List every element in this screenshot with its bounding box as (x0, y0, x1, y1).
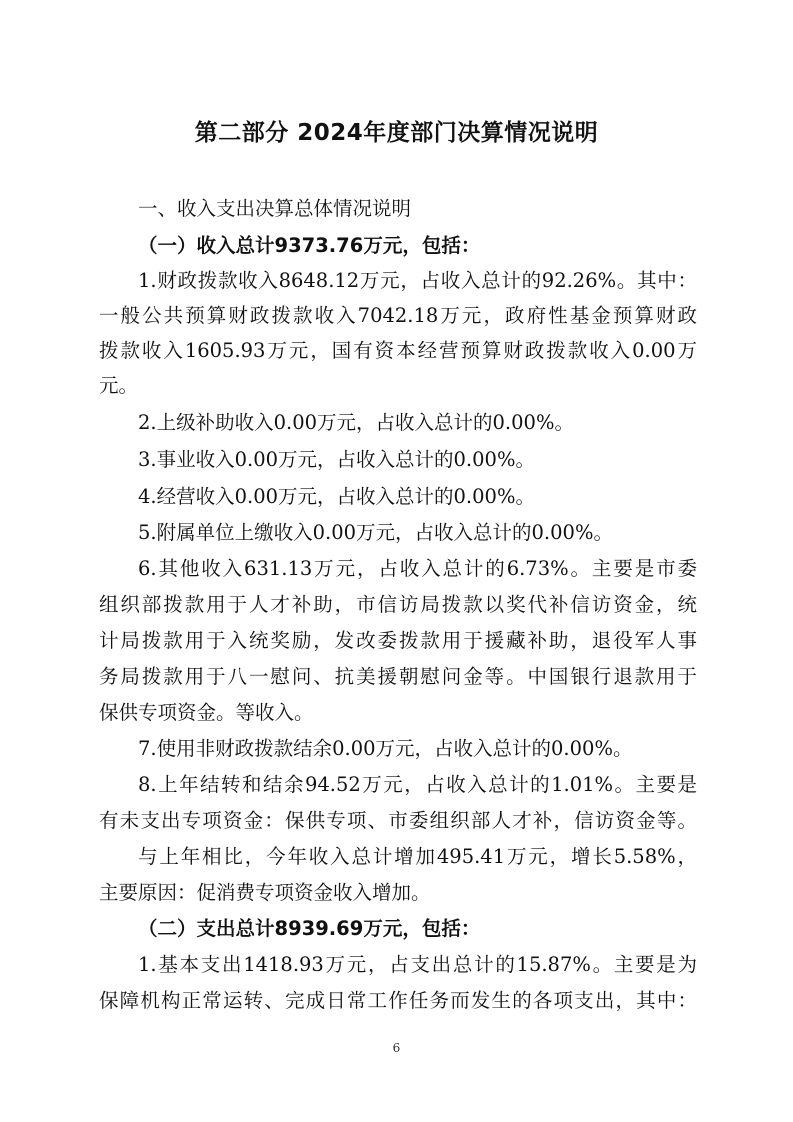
income-item-2: 2.上级补助收入0.00万元，占收入总计的0.00%。 (138, 411, 574, 434)
expenditure-item-1-line: 1.基本支出1418.93万元，占支出总计的15.87%。主要是为 (138, 953, 697, 976)
income-item-5: 5.附属单位上缴收入0.00万元，占收入总计的0.00%。 (138, 521, 613, 544)
income-item-4: 4.经营收入0.00万元，占收入总计的0.00%。 (138, 485, 535, 508)
income-item-1-line: 1.财政拨款收入8648.12万元，占收入总计的92.26%。其中： (138, 269, 697, 292)
income-item-7: 7.使用非财政拨款结余0.00万元，占收入总计的0.00%。 (138, 737, 633, 760)
income-item-3: 3.事业收入0.00万元，占收入总计的0.00%。 (138, 448, 535, 471)
expenditure-item-1-line: 保障机构正常运转、完成日常工作任务而发生的各项支出，其中： (99, 989, 697, 1012)
income-item-8-line: 8.上年结转和结余94.52万元，占收入总计的1.01%。主要是 (138, 773, 697, 796)
income-comparison-line: 主要原因：促消费专项资金收入增加。 (99, 881, 431, 904)
income-item-6-line: 组织部拨款用于人才补助，市信访局拨款以奖代补信访资金，统 (99, 593, 697, 616)
income-item-8-line: 有未支出专项资金：保供专项、市委组织部人才补，信访资金等。 (99, 809, 697, 832)
income-comparison-line: 与上年相比，今年收入总计增加495.41万元，增长5.58%， (138, 845, 697, 868)
income-heading: （一）收入总计9373.76万元，包括： (138, 234, 481, 257)
income-item-6-line: 务局拨款用于八一慰问、抗美援朝慰问金等。中国银行退款用于 (99, 665, 697, 688)
section-heading: 一、收入支出决算总体情况说明 (138, 197, 412, 220)
income-item-6-line: 6.其他收入631.13万元，占收入总计的6.73%。主要是市委 (138, 557, 697, 580)
income-item-1-line: 一般公共预算财政拨款收入7042.18万元，政府性基金预算财政 (99, 304, 697, 327)
page-title: 第二部分 2024年度部门决算情况说明 (194, 120, 599, 146)
page-number: 6 (392, 1041, 401, 1055)
income-item-1-line: 元。 (99, 374, 139, 397)
income-item-1-line: 拨款收入1605.93万元，国有资本经营预算财政拨款收入0.00万 (99, 339, 697, 362)
expenditure-heading: （二）支出总计8939.69万元，包括： (138, 917, 481, 940)
income-item-6-line: 计局拨款用于入统奖励，发改委拨款用于援藏补助，退役军人事 (99, 629, 697, 652)
income-item-6-line: 保供专项资金。等收入。 (99, 701, 314, 724)
